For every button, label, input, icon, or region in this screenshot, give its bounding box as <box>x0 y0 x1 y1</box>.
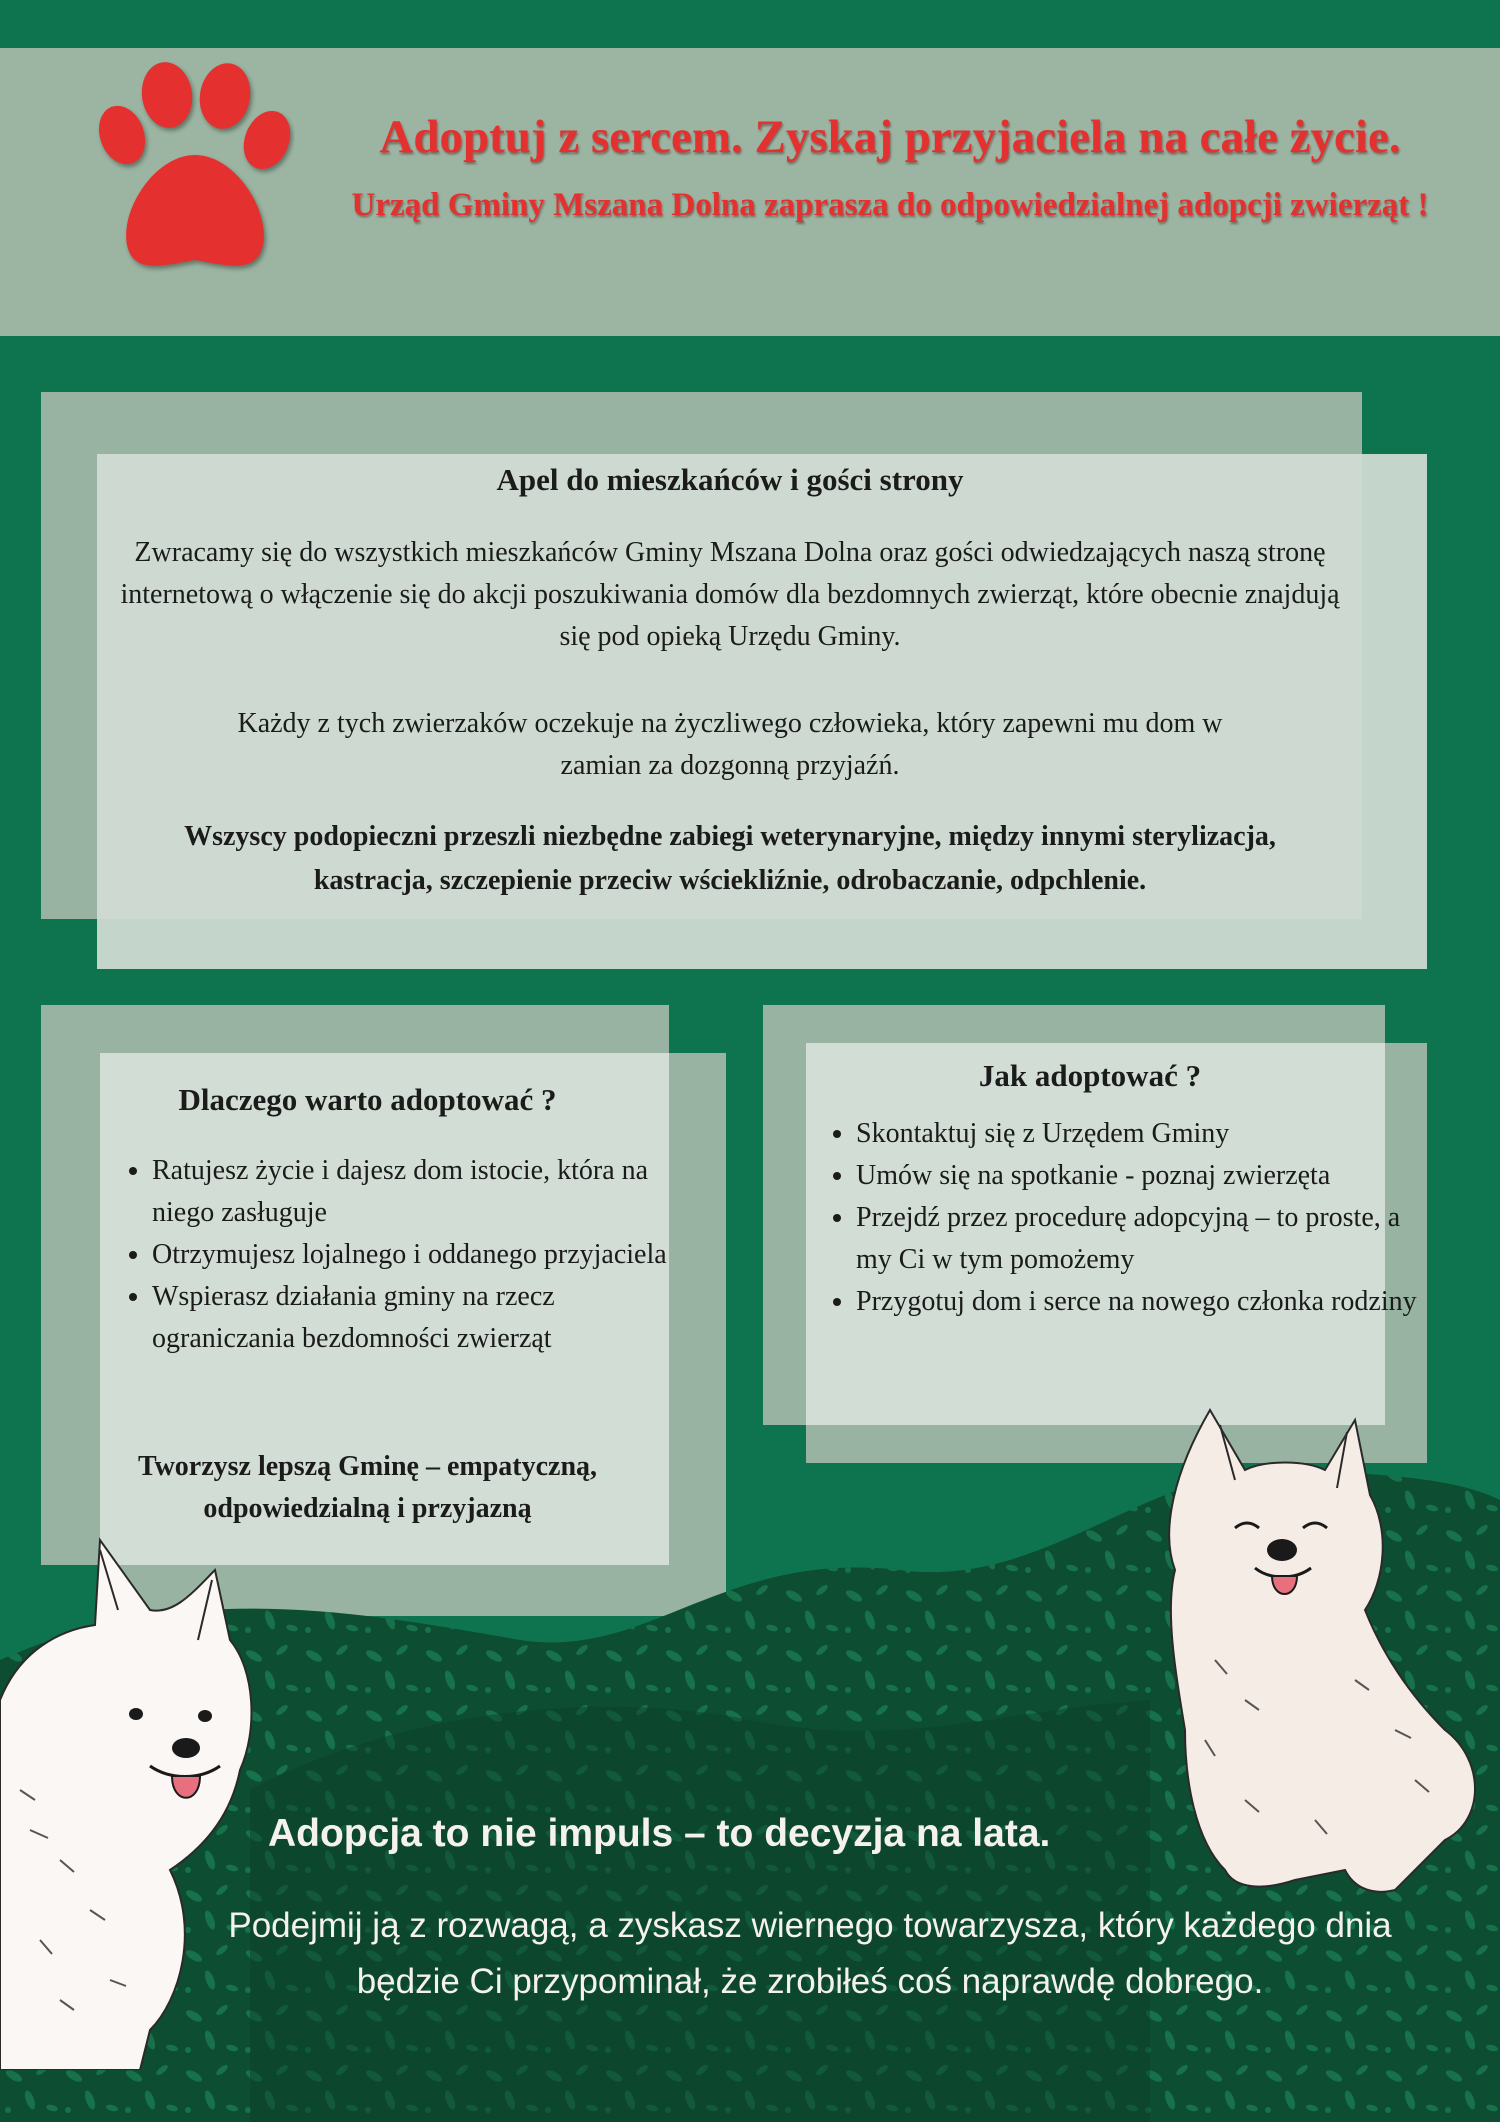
how-title: Jak adoptować ? <box>978 1058 1202 1093</box>
list-item: • Skontaktuj się z Urzędem Gminy <box>856 1113 1436 1155</box>
header-subtitle: Urząd Gminy Mszana Dolna zaprasza do odpowiedzialnej adopcji zwierząt ! <box>351 187 1429 223</box>
footer-title: Adopcja to nie impuls – to decyzja na lata. <box>268 1812 1051 1855</box>
footer-text: Podejmij ją z rozwagą, a zyskasz wiernego towarzysza, który każdego dnia będzie Ci przypominał, że zrobiłeś coś naprawdę dobrego. <box>228 1906 1392 2001</box>
list-item: • Ratujesz życie i dajesz dom istocie, która na niego zasługuje <box>152 1150 682 1234</box>
how-list <box>816 1113 1436 1323</box>
why-title: Dlaczego warto adoptować ? <box>178 1082 557 1117</box>
header-title: Adoptuj z sercem. Zyskaj przyjaciela na całe życie. <box>379 111 1401 163</box>
why-footer: Tworzysz lepszą Gminę – empatyczną, odpowiedzialną i przyjazną <box>137 1451 598 1524</box>
list-item: • Przejdź przez procedurę adopcyjną – to proste, a my Ci w tym pomożemy <box>856 1197 1436 1281</box>
list-item: • Przygotuj dom i serce na nowego członka rodziny <box>856 1281 1436 1323</box>
paw-icon <box>95 60 295 290</box>
apel-paragraph-2: Każdy z tych zwierzaków oczekuje na życzliwego człowieka, który zapewni mu dom w zamian za dozgonną przyjaźń. <box>237 708 1223 781</box>
list-item: • Umów się na spotkanie - poznaj zwierzęta <box>856 1155 1436 1197</box>
why-list <box>112 1150 682 1360</box>
apel-paragraph-1: Zwracamy się do wszystkich mieszkańców Gminy Mszana Dolna oraz gości odwiedzających naszą stronę internetową o włączenie się do akcji poszukiwania domów dla bezdomnych zwierząt, które obecnie znajdują się pod opieką Urzędu Gminy. <box>120 537 1340 652</box>
apel-paragraph-3: Wszyscy podopieczni przeszli niezbędne zabiegi weterynaryjne, między innymi sterylizacja, kastracja, szczepienie przeciw wściekliźnie, odrobaczanie, odpchlenie. <box>184 821 1276 896</box>
list-item: • Otrzymujesz lojalnego i oddanego przyjaciela <box>152 1234 682 1276</box>
list-item: • Wspierasz działania gminy na rzecz ograniczania bezdomności zwierząt <box>152 1276 682 1360</box>
apel-title: Apel do mieszkańców i gości strony <box>496 462 964 497</box>
